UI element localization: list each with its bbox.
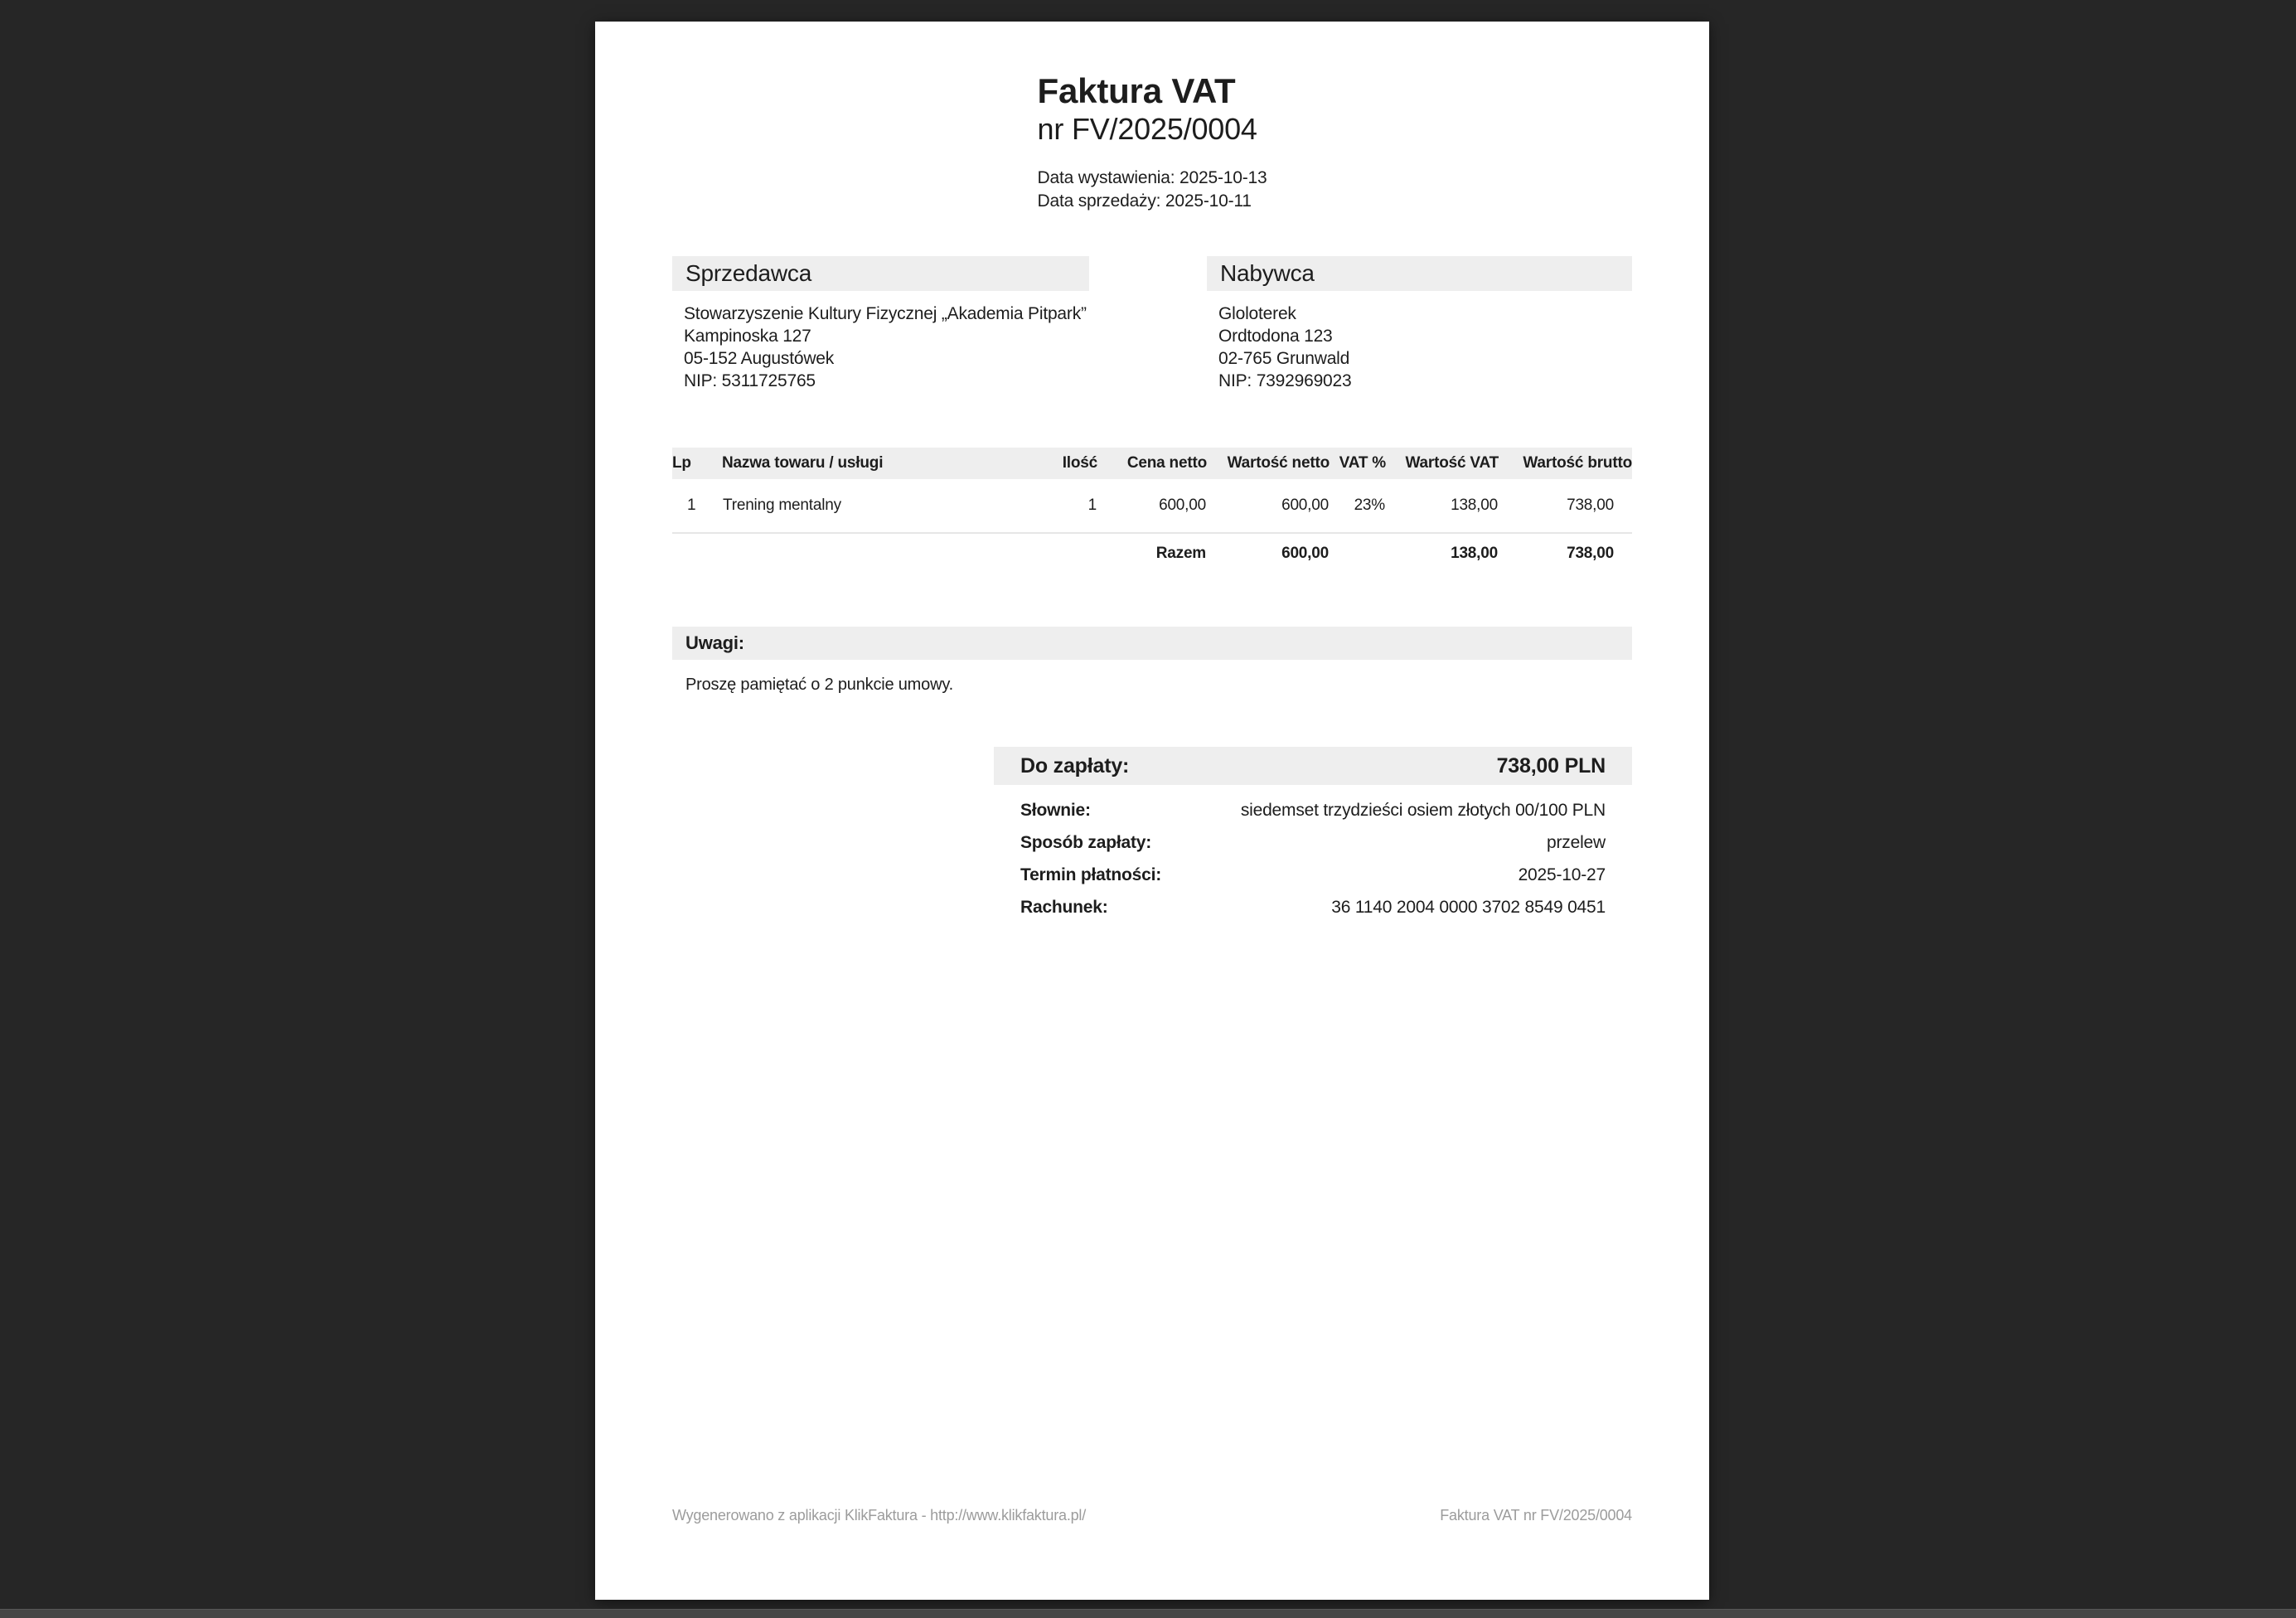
- payment-rows: [994, 799, 1632, 919]
- column-header-lp: Lp: [672, 448, 722, 479]
- payment-total-value: 738,00 PLN: [1496, 753, 1606, 778]
- seller-nip: NIP: 5311725765: [684, 371, 816, 391]
- sale-date: Data sprzedaży: 2025-10-11: [1037, 191, 1252, 211]
- item-lp: 1: [672, 479, 722, 533]
- footer-generator-text: Wygenerowano z aplikacji KlikFaktura - http://www.klikfaktura.pl/: [672, 1507, 1087, 1524]
- item-net-value: 600,00: [1207, 479, 1330, 533]
- payment-method-label: Sposób zapłaty:: [1020, 833, 1152, 853]
- item-gross-value: 738,00: [1499, 479, 1632, 533]
- amount-in-words-label: Słownie:: [1020, 801, 1091, 821]
- item-vat-rate: 23%: [1330, 479, 1386, 533]
- notes-text: Proszę pamiętać o 2 punkcie umowy.: [685, 676, 953, 695]
- seller-name: Stowarzyszenie Kultury Fizycznej „Akademia Pitpark”: [684, 304, 1087, 324]
- item-row: [672, 479, 1632, 533]
- payment-row-account: [994, 896, 1632, 919]
- summary-net-value: 600,00: [1281, 545, 1329, 563]
- buyer-header: Nabywca: [1207, 256, 1632, 291]
- notes-header: Uwagi:: [672, 627, 1632, 660]
- summary-label: Razem: [1155, 545, 1206, 563]
- payment-row-method: [994, 831, 1632, 855]
- buyer-nip: NIP: 7392969023: [1218, 371, 1352, 391]
- invoice-header: [1038, 71, 1267, 213]
- column-header-name: Nazwa towaru / usługi: [722, 448, 1023, 479]
- summary-vat-value: 138,00: [1451, 545, 1498, 563]
- payment-total-label: Do zapłaty:: [1020, 753, 1130, 778]
- item-name: Trening mentalny: [722, 479, 1023, 533]
- account-label: Rachunek:: [1020, 898, 1108, 918]
- account-value: 36 1140 2004 0000 3702 8549 0451: [1331, 898, 1606, 918]
- parties-section: [672, 256, 1632, 392]
- items-header-row: [672, 448, 1632, 479]
- summary-row: [672, 533, 1632, 574]
- payment-row-amount-in-words: [994, 799, 1632, 822]
- invoice-page: [595, 22, 1709, 1600]
- seller-header: Sprzedawca: [672, 256, 1089, 291]
- column-header-gross-value: Wartość brutto: [1499, 448, 1632, 479]
- seller-city: 05-152 Augustówek: [684, 349, 835, 369]
- buyer-city: 02-765 Grunwald: [1218, 349, 1350, 369]
- items-table: [672, 448, 1632, 574]
- page-footer: [672, 1505, 1632, 1525]
- summary-gross-value: 738,00: [1567, 545, 1614, 563]
- footer-invoice-ref: Faktura VAT nr FV/2025/0004: [1440, 1507, 1632, 1524]
- item-qty: 1: [1023, 479, 1097, 533]
- seller-section: [672, 256, 1089, 392]
- payment-total-bar: [994, 747, 1632, 785]
- column-header-vat-value: Wartość VAT: [1386, 448, 1499, 479]
- invoice-title: Faktura VAT: [1037, 71, 1236, 110]
- item-vat-value: 138,00: [1386, 479, 1499, 533]
- payment-row-due-date: [994, 864, 1632, 887]
- column-header-net-value: Wartość netto: [1207, 448, 1330, 479]
- buyer-name: Gloloterek: [1218, 304, 1296, 324]
- buyer-section: [1207, 256, 1632, 392]
- payment-method-value: przelew: [1547, 833, 1606, 853]
- item-net-price: 600,00: [1097, 479, 1207, 533]
- due-date-label: Termin płatności:: [1020, 865, 1162, 885]
- column-header-net-price: Cena netto: [1097, 448, 1207, 479]
- notes-section: [672, 627, 1632, 696]
- seller-street: Kampinoska 127: [684, 327, 811, 346]
- column-header-qty: Ilość: [1023, 448, 1097, 479]
- column-header-vat-rate: VAT %: [1330, 448, 1386, 479]
- horizontal-scrollbar[interactable]: [0, 1609, 2296, 1618]
- payment-section: [994, 747, 1632, 919]
- amount-in-words-value: siedemset trzydzieści osiem złotych 00/100 PLN: [1240, 801, 1606, 821]
- due-date-value: 2025-10-27: [1518, 865, 1606, 885]
- invoice-number: nr FV/2025/0004: [1037, 112, 1257, 147]
- invoice-dates: [1038, 167, 1267, 213]
- issue-date: Data wystawienia: 2025-10-13: [1037, 168, 1267, 188]
- buyer-details: [1207, 303, 1632, 392]
- buyer-street: Ordtodona 123: [1218, 327, 1333, 346]
- seller-details: [672, 303, 1089, 392]
